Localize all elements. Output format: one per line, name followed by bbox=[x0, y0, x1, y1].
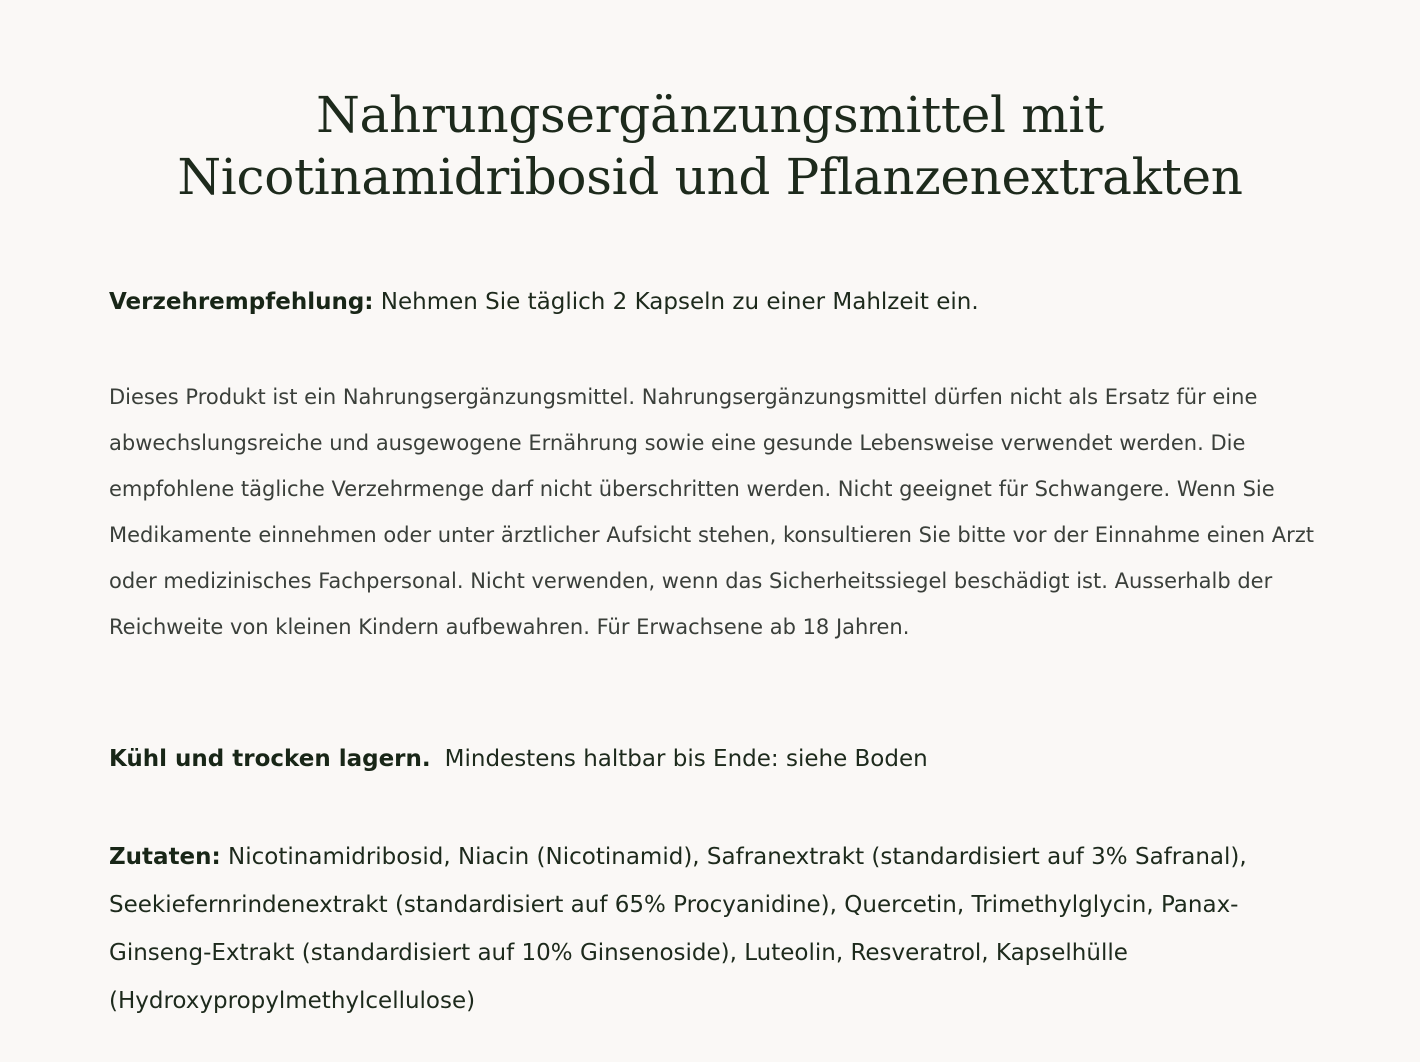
dosage-text: Nehmen Sie täglich 2 Kapseln zu einer Mahlzeit ein. bbox=[373, 289, 979, 315]
storage-label: Kühl und trocken lagern. bbox=[109, 746, 431, 772]
page-title bbox=[110, 84, 1310, 208]
warning-text: Dieses Produkt ist ein Nahrungsergänzungsmittel. Nahrungsergänzungsmittel dürfen nicht als Ersatz für eine abwechslungsreiche und ausgewogene Ernährung sowie eine gesunde Lebensweise verwendet werden. Die empfohlene tägliche Verzehrmenge darf nicht überschritten werden. Nicht geeignet für Schwangere. Wenn Sie Medikamente einnehmen oder unter ärztlicher Aufsicht stehen, konsultieren Sie bitte vor der Einnahme einen Arzt oder medizinisches Fachpersonal. Nicht verwenden, wenn das Sicherheitssiegel beschädigt ist. Ausserhalb der Reichweite von kleinen Kindern aufbewahren. Für Erwachsene ab 18 Jahren. bbox=[109, 385, 1314, 639]
ingredients-label: Zutaten: bbox=[109, 844, 221, 870]
page-title-line-1: Nahrungsergänzungsmittel mit bbox=[316, 86, 1104, 144]
storage-instructions bbox=[109, 736, 1324, 782]
ingredients-list bbox=[109, 833, 1324, 1025]
storage-text: Mindestens haltbar bis Ende: siehe Boden bbox=[444, 746, 928, 772]
dosage-label: Verzehrempfehlung: bbox=[109, 289, 374, 315]
dosage-recommendation bbox=[109, 280, 1324, 324]
ingredients-text: Nicotinamidribosid, Niacin (Nicotinamid), Safranextrakt (standardisiert auf 3% Safranal), Seekiefernrindenextrakt (standardisiert auf 65% Procyanidine), Quercetin, Trimethylglycin, Panax-Ginseng-Extrakt (standardisiert auf 10% Ginsenoside), Luteolin, Resveratrol, Kapselhülle (Hydroxypropylmethylcellulose) bbox=[109, 844, 1247, 1014]
page-title-line-2: Nicotinamidribosid und Pflanzenextrakten bbox=[177, 148, 1243, 206]
warning-notice bbox=[109, 374, 1324, 650]
